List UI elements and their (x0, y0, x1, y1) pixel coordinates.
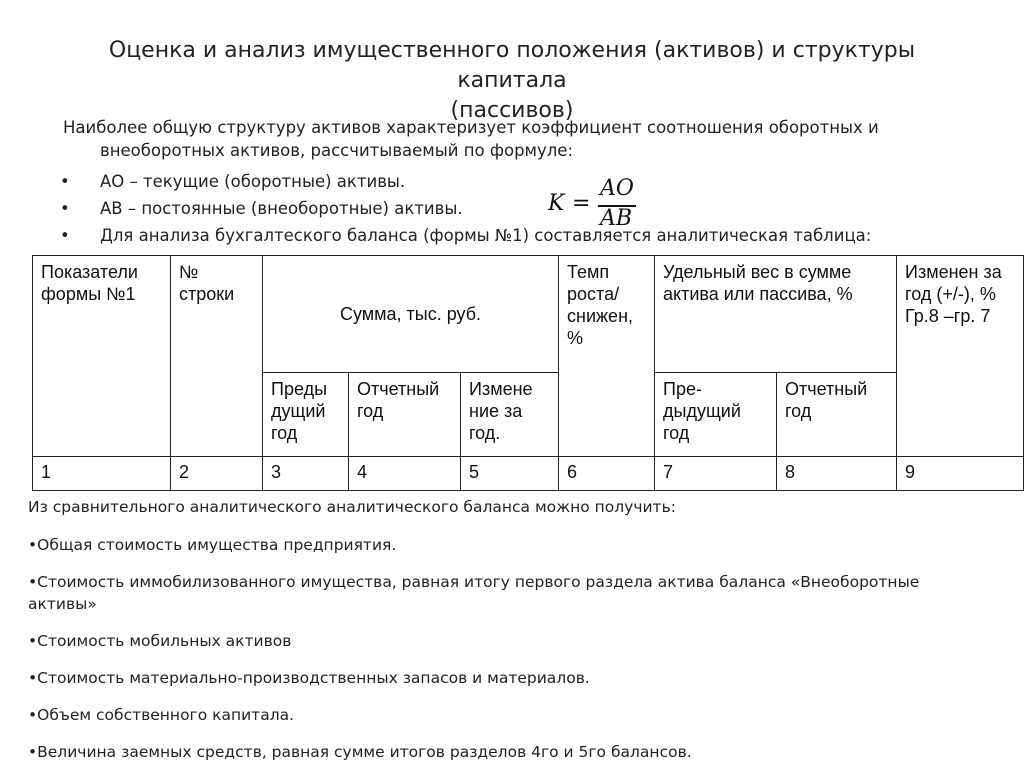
col-number-cell: 4 (349, 457, 461, 491)
header-indicators: Показатели формы №1 (33, 256, 171, 457)
summary-item: •Объем собственного капитала. (28, 706, 295, 724)
bullet-dot: • (60, 172, 70, 191)
summary-lead: Из сравнительного аналитического аналитического баланса можно получить: (28, 498, 676, 516)
header-share-group: Удельный вес в сумме актива или пассива, % (655, 256, 897, 373)
header-change: Изменен за год (+/-), % Гр.8 –гр. 7 (897, 256, 1024, 457)
ratio-formula (548, 176, 638, 232)
bullet-dot: • (60, 226, 70, 245)
intro-text: Наиболее общую структуру активов характеризует коэффициент соотношения оборотных и внеоборотных активов, рассчитываемый по формуле: (63, 118, 879, 160)
col-number-cell: 5 (461, 457, 559, 491)
col-number-cell: 8 (777, 457, 897, 491)
header-sum-report: Отчетный год (349, 373, 461, 457)
bullet-text: АО – текущие (оборотные) активы. (100, 172, 406, 191)
col-number-cell: 1 (33, 457, 171, 491)
page-title (60, 36, 964, 126)
intro-bullet-list (58, 170, 871, 251)
analytic-table (32, 255, 1024, 491)
summary-item: •Общая стоимость имущества предприятия. (28, 536, 397, 554)
summary-item: •Стоимость мобильных активов (28, 632, 292, 650)
header-line-number: № строки (171, 256, 263, 457)
formula-equals: = (572, 191, 591, 216)
bullet-av (58, 197, 871, 220)
summary-item: •Стоимость материально-производственных запасов и материалов. (28, 669, 590, 687)
header-growth-rate: Темп роста/ снижен, % (559, 256, 655, 457)
formula-lhs: K (548, 191, 565, 216)
header-sum-change: Измене ние за год. (461, 373, 559, 457)
header-share-previous: Пре- дыдущий год (655, 373, 777, 457)
title-line-1: Оценка и анализ имущественного положения (активов) и структуры капитала (108, 38, 916, 93)
bullet-dot: • (60, 199, 70, 218)
col-number-cell: 6 (559, 457, 655, 491)
header-sum-previous: Преды дущий год (263, 373, 349, 457)
bullet-text: Для анализа бухгалтеского баланса (формы №1) составляется аналитическая таблица: (100, 226, 872, 245)
formula-numerator: AO (600, 176, 634, 201)
title-line-2: (пассивов) (450, 98, 574, 123)
summary-item: •Величина заемных средств, равная сумме итогов разделов 4го и 5го балансов. (28, 743, 692, 761)
col-number-cell: 7 (655, 457, 777, 491)
intro-paragraph (63, 116, 880, 162)
header-sum-group: Сумма, тыс. руб. (263, 256, 559, 373)
bullet-ao (58, 170, 871, 193)
summary-item: •Стоимость иммобилизованного имущества, равная итогу первого раздела актива баланса «Внеоборотные активы» (28, 573, 920, 613)
col-number-cell: 9 (897, 457, 1024, 491)
header-share-report: Отчетный год (777, 373, 897, 457)
header-row-1 (33, 256, 1024, 373)
column-number-row (33, 457, 1024, 491)
bullet-table-note (58, 224, 871, 247)
summary-section (28, 496, 988, 778)
col-number-cell: 2 (171, 457, 263, 491)
col-number-cell: 3 (263, 457, 349, 491)
formula-denominator: AB (600, 206, 633, 231)
bullet-text: АВ – постоянные (внеоборотные) активы. (100, 199, 463, 218)
